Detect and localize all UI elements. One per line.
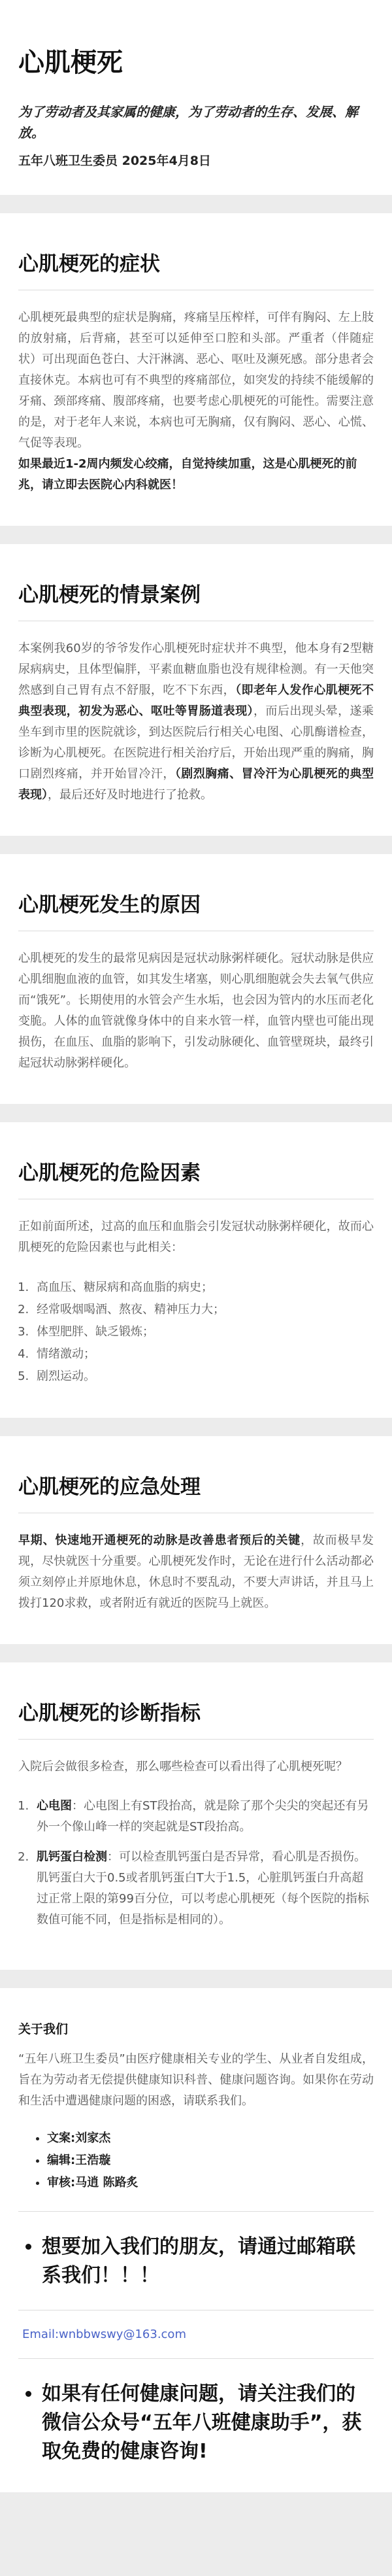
- about-text: “五年八班卫生委员”由医疗健康相关专业的学生、从业者自发组成，旨在为劳动者无偿提供健康知识科普、健康问题咨询。如果你在劳动和生活中遭遇健康问题的困惑，请联系我们。: [18, 2052, 374, 2108]
- list-item: 4. 情绪激动；: [33, 1343, 374, 1365]
- emergency-text-part: ，故而极早发现，尽快就医十分重要。心肌梗死发作时，无论在进行什么活动都必须立刻停止并原地休息，休息时不要乱动，不要大声讲话，并且马上拨打120求救，或者附近有就近的医院马上就医。: [18, 1534, 374, 1610]
- causes-text: 心肌梗死的发生的最常见病因是冠状动脉粥样硬化。冠状动脉是供应心肌细胞血液的血管，如其发生堵塞，则心肌细胞就会失去氧气供应而“饿死”。长期使用的水管会产生水垢，也会因为管内的水压而老化变脆。人体的血管就像身体中的自来水管一样，血管内壁也可能出现损伤，在血压、血脂的影响下，引发动脉硬化、血管壁斑块，最终引起冠状动脉粥样硬化。: [18, 952, 374, 1070]
- article-header: [0, 0, 392, 195]
- section-gap: [0, 526, 392, 544]
- join-block: [18, 2229, 374, 2293]
- section-heading: 心肌梗死的诊断指标: [18, 1696, 374, 1740]
- motto: 为了劳动者及其家属的健康，为了劳动者的生存、发展、解放。: [18, 104, 358, 141]
- follow-callout: • 如果有任何健康问题，请关注我们的微信公众号“五年八班健康助手”，获取免费的健康咨询!: [42, 2380, 374, 2466]
- page-title: 心肌梗死: [18, 48, 123, 78]
- emergency-text: [18, 1530, 374, 1614]
- divider: [18, 2211, 374, 2212]
- section-gap: [0, 1104, 392, 1122]
- diagnosis-list: [18, 1796, 374, 1931]
- section-about: [0, 1988, 392, 2492]
- credits-list: [18, 2127, 374, 2194]
- list-item: [33, 1796, 374, 1838]
- case-text: [18, 638, 374, 806]
- case-emphasis: （即老年人发作心肌梗死不典型表现，初发为恶心、呕吐等胃肠道表现）: [18, 683, 374, 718]
- diagnosis-intro: 入院后会做很多检查，那么哪些检查可以看出得了心肌梗死呢？: [18, 1760, 348, 1774]
- case-text-part: ，而后出现头晕，遂乘坐车到市里的医院就诊，到达医院后行相关心电图、心肌酶谱检查，诊断为心肌梗死。在医院进行相关治疗后，开始出现严重的胸痛，胸口剧烈疼痛，并开始冒冷汗，: [18, 704, 374, 781]
- join-callout: • 想要加入我们的朋友，请通过邮箱联系我们！！！: [42, 2233, 374, 2290]
- case-emphasis: （剧烈胸痛、冒冷汗为心肌梗死的典型表现）: [18, 767, 374, 802]
- about-heading: 关于我们: [18, 2022, 69, 2036]
- list-item: • 文案:刘家杰: [47, 2127, 374, 2150]
- symptoms-text: 心肌梗死最典型的症状是胸痛，疼痛呈压榨样，可伴有胸闷、左上肢的放射痛，后背痛，甚至可以延伸至口腔和头部。严重者（伴随症状）可出现面色苍白、大汗淋漓、恶心、呕吐及濒死感。部分患者会直接休克。本病也可有不典型的疼痛部位，如突发的持续不能缓解的牙痛、颈部疼痛、腹部疼痛，也要考虑心肌梗死的可能性。需要注意的是，对于老年人来说，本病也可无胸痛，仅有胸闷、恶心、心慌、气促等表现。: [18, 311, 374, 450]
- emergency-key-point: 早期、快速地开通梗死的动脉是改善患者预后的关键: [18, 1534, 301, 1547]
- byline: 五年八班卫生委员 2025年4月8日: [18, 154, 211, 168]
- section-gap: [0, 1644, 392, 1662]
- list-item: 2. 经常吸烟喝酒、熬夜、精神压力大；: [33, 1299, 374, 1321]
- diagnosis-desc: ：心电图上有ST段抬高，就是除了那个尖尖的突起还有另外一个像山峰一样的突起就是ST段抬高。: [37, 1799, 369, 1834]
- email-link[interactable]: Email:wnbbwswy@163.com: [22, 2327, 186, 2341]
- section-emergency: [0, 1436, 392, 1644]
- follow-block: [18, 2376, 374, 2469]
- list-item: 3. 体型肥胖、缺乏锻炼；: [33, 1321, 374, 1343]
- cta-list: [18, 2380, 374, 2466]
- diagnosis-term: 肌钙蛋白检测: [37, 1850, 107, 1864]
- section-heading: 心肌梗死发生的原因: [18, 888, 374, 931]
- section-heading: 心肌梗死的情景案例: [18, 578, 374, 621]
- case-text-part: 本案例我60岁的爷爷发作心肌梗死时症状并不典型，他本身有2型糖尿病病史，且体型偏胖，平素血糖血脂也没有规律检测。有一天他突然感到自己胃有点不舒服，吃不下东西，: [18, 642, 374, 697]
- list-item: [33, 1847, 374, 1931]
- section-causes: [0, 854, 392, 1104]
- list-item: • 编辑:王浩璇: [47, 2150, 374, 2172]
- list-item: 1. 高血压、糖尿病和高血脂的病史；: [33, 1277, 374, 1299]
- section-symptoms: [0, 213, 392, 526]
- section-gap: [0, 1970, 392, 1988]
- case-text-part: ，最后还好及时地进行了抢救。: [48, 788, 212, 802]
- symptoms-alert: 如果最近1-2周内频发心绞痛，自觉持续加重，这是心肌梗死的前兆，请立即去医院心内科就医！: [18, 457, 357, 492]
- section-risks: [0, 1122, 392, 1418]
- section-diagnosis: [0, 1662, 392, 1970]
- section-gap: [0, 195, 392, 213]
- section-heading: 心肌梗死的应急处理: [18, 1470, 374, 1513]
- section-heading: 心肌梗死的症状: [18, 247, 374, 290]
- cta-list: [18, 2233, 374, 2290]
- risks-intro: 正如前面所述，过高的血压和血脂会引发冠状动脉粥样硬化，故而心肌梗死的危险因素也与此相关：: [18, 1220, 374, 1254]
- diagnosis-term: 心电图: [37, 1799, 72, 1813]
- list-item: • 审核:马逍 陈路炙: [47, 2172, 374, 2194]
- section-case: [0, 544, 392, 836]
- section-heading: 心肌梗死的危险因素: [18, 1156, 374, 1199]
- section-gap: [0, 1418, 392, 1436]
- section-gap: [0, 836, 392, 854]
- divider: [18, 2358, 374, 2359]
- risk-list: [18, 1277, 374, 1388]
- diagnosis-desc: ：可以检查肌钙蛋白是否异常，看心肌是否损伤。肌钙蛋白大于0.5或者肌钙蛋白T大于1.5，心脏肌钙蛋白升高超过正常上限的第99百分位，可以考虑心肌梗死（每个医院的指标数值可能不同，但是指标是相同的）。: [37, 1850, 369, 1927]
- list-item: 5. 剧烈运动。: [33, 1365, 374, 1388]
